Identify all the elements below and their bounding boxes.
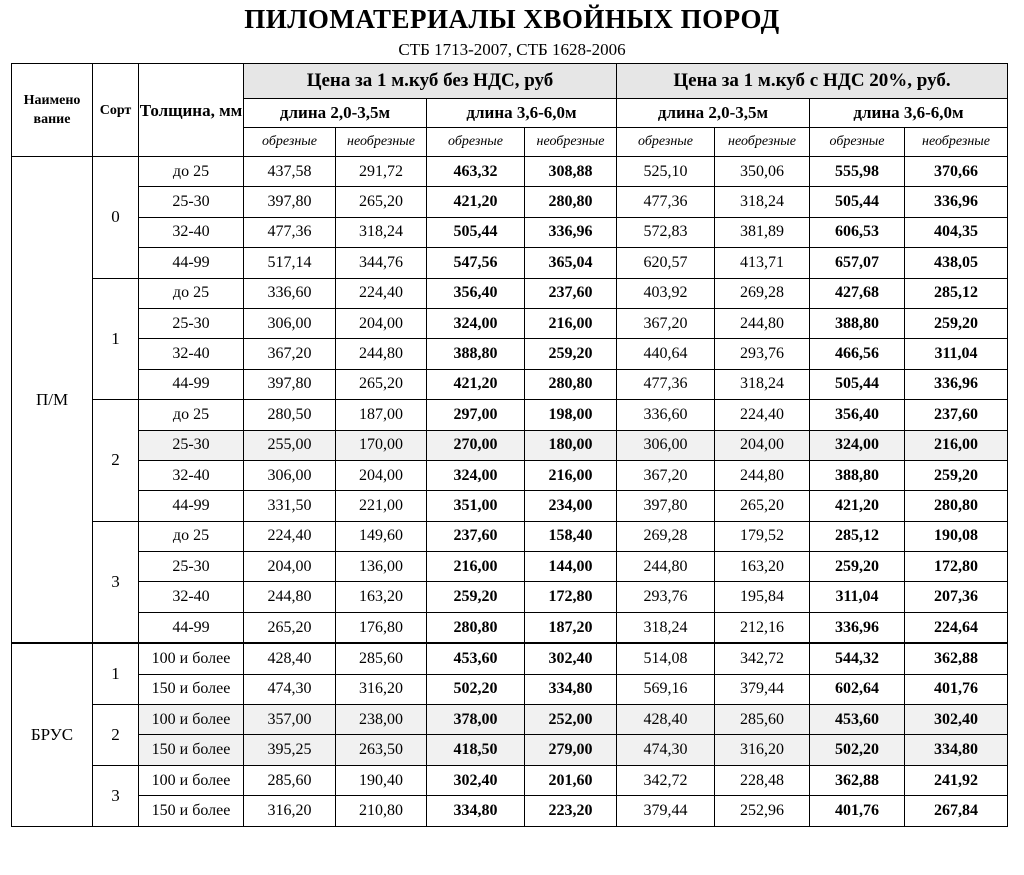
price-cell: 477,36 [617,187,715,217]
thickness-cell: до 25 [139,400,244,430]
table-row [12,705,1008,735]
price-cell: 291,72 [336,157,427,187]
header-unedged: необрезные [905,128,1008,157]
price-cell: 238,00 [336,705,427,735]
price-cell: 306,00 [244,308,336,338]
product-name-cell: П/М [12,157,93,644]
table-row [12,430,1008,460]
price-cell: 259,20 [810,552,905,582]
price-cell: 381,89 [715,217,810,247]
price-cell: 505,44 [810,187,905,217]
price-cell: 403,92 [617,278,715,308]
price-cell: 244,80 [617,552,715,582]
price-cell: 477,36 [244,217,336,247]
price-cell: 316,20 [715,735,810,765]
price-cell: 212,16 [715,612,810,643]
thickness-cell: 32-40 [139,460,244,490]
price-cell: 228,48 [715,765,810,795]
table-row [12,735,1008,765]
price-cell: 421,20 [427,187,525,217]
grade-cell: 3 [93,521,139,643]
table-row [12,612,1008,643]
price-cell: 440,64 [617,339,715,369]
thickness-cell: 44-99 [139,491,244,521]
thickness-cell: 150 и более [139,796,244,826]
table-row [12,400,1008,430]
price-cell: 259,20 [905,308,1008,338]
thickness-cell: 44-99 [139,369,244,399]
table-row [12,308,1008,338]
price-cell: 362,88 [905,643,1008,674]
table-row [12,278,1008,308]
price-cell: 270,00 [427,430,525,460]
thickness-cell: 32-40 [139,582,244,612]
price-cell: 259,20 [525,339,617,369]
price-cell: 302,40 [427,765,525,795]
price-cell: 158,40 [525,521,617,551]
price-cell: 334,80 [525,674,617,704]
price-cell: 259,20 [905,460,1008,490]
price-cell: 401,76 [810,796,905,826]
price-cell: 606,53 [810,217,905,247]
grade-cell: 1 [93,278,139,400]
price-cell: 255,00 [244,430,336,460]
header-edged: обрезные [810,128,905,157]
price-cell: 149,60 [336,521,427,551]
price-cell: 547,56 [427,248,525,278]
price-cell: 334,80 [905,735,1008,765]
price-cell: 517,14 [244,248,336,278]
header-edged: обрезные [617,128,715,157]
price-cell: 466,56 [810,339,905,369]
thickness-cell: 25-30 [139,552,244,582]
grade-cell: 0 [93,157,139,279]
price-cell: 525,10 [617,157,715,187]
price-cell: 463,32 [427,157,525,187]
price-cell: 318,24 [617,612,715,643]
table-row [12,369,1008,399]
price-cell: 477,36 [617,369,715,399]
price-cell: 172,80 [525,582,617,612]
price-cell: 555,98 [810,157,905,187]
price-cell: 357,00 [244,705,336,735]
table-row [12,491,1008,521]
price-cell: 306,00 [244,460,336,490]
price-cell: 336,60 [617,400,715,430]
price-cell: 207,36 [905,582,1008,612]
thickness-cell: до 25 [139,278,244,308]
price-cell: 223,20 [525,796,617,826]
header-unedged: необрезные [336,128,427,157]
price-cell: 216,00 [905,430,1008,460]
price-table-body [12,157,1008,827]
price-cell: 397,80 [244,369,336,399]
price-cell: 413,71 [715,248,810,278]
price-cell: 204,00 [244,552,336,582]
price-cell: 234,00 [525,491,617,521]
price-cell: 336,96 [525,217,617,247]
header-name: Наимено вание [12,64,93,157]
price-cell: 216,00 [525,308,617,338]
price-cell: 244,80 [336,339,427,369]
price-cell: 318,24 [336,217,427,247]
header-length-long: длина 3,6-6,0м [810,99,1008,128]
price-cell: 370,66 [905,157,1008,187]
price-cell: 502,20 [810,735,905,765]
price-cell: 280,80 [525,369,617,399]
price-cell: 269,28 [715,278,810,308]
price-cell: 293,76 [617,582,715,612]
price-cell: 336,96 [810,612,905,643]
price-cell: 252,00 [525,705,617,735]
price-cell: 280,80 [525,187,617,217]
price-cell: 302,40 [525,643,617,674]
grade-cell: 2 [93,705,139,766]
header-price-vat: Цена за 1 м.куб с НДС 20%, руб. [617,64,1008,99]
price-cell: 367,20 [244,339,336,369]
price-cell: 198,00 [525,400,617,430]
price-cell: 316,20 [244,796,336,826]
price-cell: 224,64 [905,612,1008,643]
page-title: ПИЛОМАТЕРИАЛЫ ХВОЙНЫХ ПОРОД [244,4,780,34]
price-cell: 324,00 [427,460,525,490]
price-cell: 204,00 [336,460,427,490]
price-cell: 356,40 [427,278,525,308]
price-cell: 397,80 [244,187,336,217]
thickness-cell: до 25 [139,521,244,551]
price-cell: 210,80 [336,796,427,826]
price-cell: 244,80 [715,460,810,490]
price-table [11,63,1008,827]
price-cell: 502,20 [427,674,525,704]
price-cell: 237,60 [525,278,617,308]
price-cell: 514,08 [617,643,715,674]
price-cell: 244,80 [244,582,336,612]
price-cell: 544,32 [810,643,905,674]
price-cell: 342,72 [715,643,810,674]
price-cell: 388,80 [810,308,905,338]
header-thickness: Толщина, мм [139,64,244,157]
price-cell: 224,40 [336,278,427,308]
price-cell: 204,00 [715,430,810,460]
price-cell: 428,40 [244,643,336,674]
table-row [12,460,1008,490]
price-cell: 438,05 [905,248,1008,278]
price-cell: 336,60 [244,278,336,308]
table-row [12,187,1008,217]
price-cell: 180,00 [525,430,617,460]
price-cell: 397,80 [617,491,715,521]
price-cell: 401,76 [905,674,1008,704]
price-cell: 265,20 [244,612,336,643]
price-cell: 187,20 [525,612,617,643]
header-sort: Сорт [93,64,139,157]
price-cell: 404,35 [905,217,1008,247]
price-cell: 201,60 [525,765,617,795]
price-cell: 187,00 [336,400,427,430]
price-cell: 379,44 [617,796,715,826]
price-cell: 269,28 [617,521,715,551]
price-cell: 259,20 [427,582,525,612]
table-row [12,582,1008,612]
price-cell: 170,00 [336,430,427,460]
price-cell: 176,80 [336,612,427,643]
thickness-cell: 150 и более [139,674,244,704]
price-cell: 136,00 [336,552,427,582]
header-length-long: длина 3,6-6,0м [427,99,617,128]
price-cell: 334,80 [427,796,525,826]
grade-cell: 1 [93,643,139,704]
price-cell: 453,60 [427,643,525,674]
price-cell: 263,50 [336,735,427,765]
table-row [12,339,1008,369]
price-cell: 331,50 [244,491,336,521]
price-cell: 428,40 [617,705,715,735]
price-cell: 620,57 [617,248,715,278]
price-cell: 418,50 [427,735,525,765]
price-cell: 224,40 [244,521,336,551]
price-cell: 602,64 [810,674,905,704]
price-cell: 216,00 [427,552,525,582]
table-row [12,552,1008,582]
price-cell: 367,20 [617,308,715,338]
price-cell: 308,88 [525,157,617,187]
price-cell: 280,80 [427,612,525,643]
thickness-cell: 25-30 [139,308,244,338]
product-name-cell: БРУС [12,643,93,826]
thickness-cell: 100 и более [139,643,244,674]
price-cell: 306,00 [617,430,715,460]
price-cell: 395,25 [244,735,336,765]
price-cell: 221,00 [336,491,427,521]
price-cell: 237,60 [905,400,1008,430]
price-cell: 505,44 [810,369,905,399]
price-cell: 267,84 [905,796,1008,826]
table-row [12,643,1008,674]
price-cell: 342,72 [617,765,715,795]
thickness-cell: 100 и более [139,705,244,735]
price-cell: 657,07 [810,248,905,278]
price-cell: 365,04 [525,248,617,278]
price-cell: 144,00 [525,552,617,582]
price-cell: 427,68 [810,278,905,308]
header-length-short: длина 2,0-3,5м [617,99,810,128]
price-cell: 224,40 [715,400,810,430]
price-cell: 362,88 [810,765,905,795]
price-cell: 252,96 [715,796,810,826]
price-cell: 318,24 [715,187,810,217]
price-cell: 297,00 [427,400,525,430]
table-row [12,765,1008,795]
header-unedged: необрезные [525,128,617,157]
price-cell: 285,60 [336,643,427,674]
thickness-cell: 44-99 [139,612,244,643]
price-cell: 437,58 [244,157,336,187]
thickness-cell: 100 и более [139,765,244,795]
table-row [12,248,1008,278]
thickness-cell: 32-40 [139,339,244,369]
table-row [12,674,1008,704]
price-cell: 336,96 [905,369,1008,399]
price-cell: 195,84 [715,582,810,612]
thickness-cell: 25-30 [139,187,244,217]
price-cell: 265,20 [336,369,427,399]
thickness-cell: 150 и более [139,735,244,765]
thickness-cell: 25-30 [139,430,244,460]
price-cell: 453,60 [810,705,905,735]
price-cell: 474,30 [244,674,336,704]
price-cell: 318,24 [715,369,810,399]
price-cell: 285,60 [715,705,810,735]
price-cell: 351,00 [427,491,525,521]
price-cell: 367,20 [617,460,715,490]
price-cell: 388,80 [810,460,905,490]
header-length-short: длина 2,0-3,5м [244,99,427,128]
price-cell: 237,60 [427,521,525,551]
price-cell: 336,96 [905,187,1008,217]
price-cell: 569,16 [617,674,715,704]
header-edged: обрезные [244,128,336,157]
price-cell: 285,12 [905,278,1008,308]
price-cell: 421,20 [810,491,905,521]
price-cell: 241,92 [905,765,1008,795]
price-cell: 204,00 [336,308,427,338]
price-cell: 190,08 [905,521,1008,551]
price-cell: 388,80 [427,339,525,369]
price-cell: 572,83 [617,217,715,247]
price-cell: 324,00 [427,308,525,338]
price-cell: 163,20 [336,582,427,612]
price-cell: 324,00 [810,430,905,460]
price-cell: 421,20 [427,369,525,399]
price-cell: 350,06 [715,157,810,187]
table-row [12,217,1008,247]
price-cell: 356,40 [810,400,905,430]
price-cell: 216,00 [525,460,617,490]
price-cell: 316,20 [336,674,427,704]
price-cell: 505,44 [427,217,525,247]
header-price-no-vat: Цена за 1 м.куб без НДС, руб [244,64,617,99]
price-cell: 265,20 [336,187,427,217]
grade-cell: 2 [93,400,139,522]
price-cell: 280,80 [905,491,1008,521]
price-cell: 163,20 [715,552,810,582]
page-subtitle: СТБ 1713-2007, СТБ 1628-2006 [398,40,626,59]
price-cell: 279,00 [525,735,617,765]
table-row [12,521,1008,551]
thickness-cell: 32-40 [139,217,244,247]
price-cell: 179,52 [715,521,810,551]
header-edged: обрезные [427,128,525,157]
grade-cell: 3 [93,765,139,826]
header-unedged: необрезные [715,128,810,157]
price-cell: 474,30 [617,735,715,765]
price-cell: 285,60 [244,765,336,795]
price-cell: 265,20 [715,491,810,521]
price-cell: 172,80 [905,552,1008,582]
price-cell: 244,80 [715,308,810,338]
table-row [12,157,1008,187]
thickness-cell: 44-99 [139,248,244,278]
price-cell: 311,04 [810,582,905,612]
thickness-cell: до 25 [139,157,244,187]
price-cell: 190,40 [336,765,427,795]
price-cell: 285,12 [810,521,905,551]
price-cell: 379,44 [715,674,810,704]
table-row [12,796,1008,826]
price-cell: 302,40 [905,705,1008,735]
price-cell: 311,04 [905,339,1008,369]
price-cell: 378,00 [427,705,525,735]
price-cell: 293,76 [715,339,810,369]
price-cell: 344,76 [336,248,427,278]
price-cell: 280,50 [244,400,336,430]
